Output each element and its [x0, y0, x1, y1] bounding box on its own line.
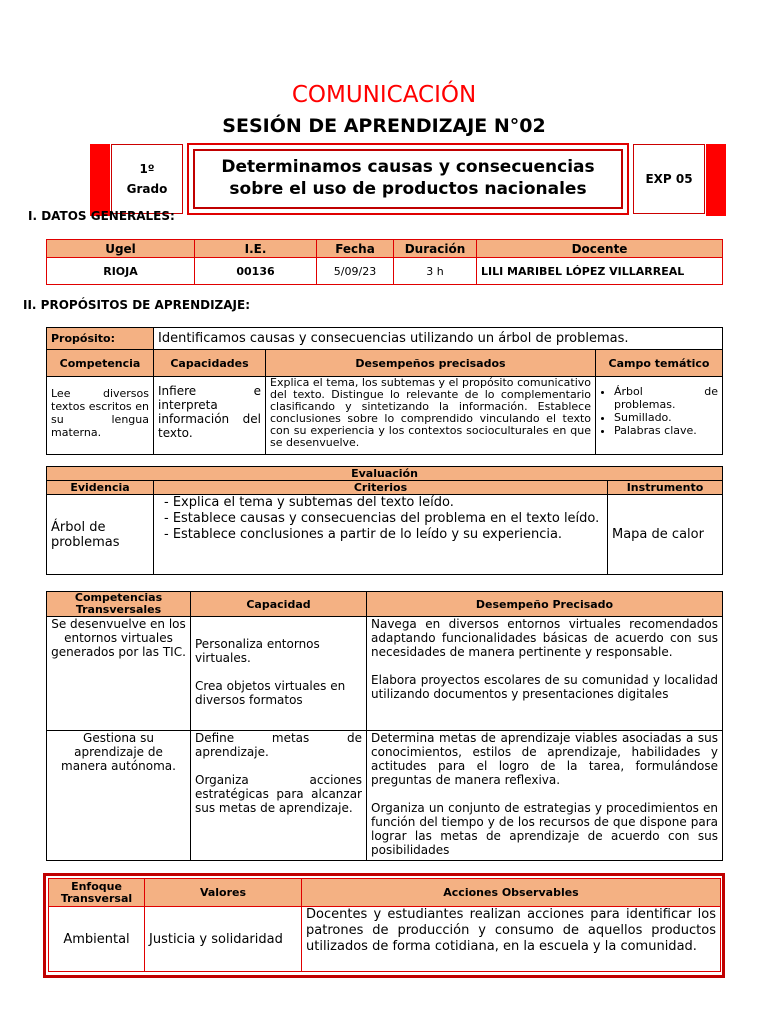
datos-header: Ugel — [47, 240, 195, 258]
grade-label: Grado — [126, 182, 168, 196]
desempenos-text: Explica el tema, los subtemas y el propósito comunicativo del texto. Distingue lo relevante de lo complementario clasificando y sintetizando la información. Establece conclusiones sobre lo comprendido vinculando el texto con su experiencia y los contextos socioculturales en que se desenvuelve. — [266, 377, 596, 455]
enfoque-header: Acciones Observables — [302, 879, 721, 907]
right-red-bar — [706, 144, 726, 216]
capacidad-item: Define metas de aprendizaje. — [195, 731, 362, 759]
campo-item: • Palabras clave. — [614, 424, 718, 437]
enfoque-acciones: Docentes y estudiantes realizan acciones para identificar los patrones de producción y consumo de aquellos productos utilizados de forma cotidiana, en la escuela y la comunidad. — [302, 907, 721, 972]
proposito-label: Propósito: — [47, 328, 154, 350]
campo-tematico — [596, 377, 723, 455]
proposito-header: Capacidades — [154, 350, 266, 377]
criterio-item: - Establece causas y consecuencias del problema en el texto leído. — [164, 511, 600, 526]
transversal-header: Competencias Transversales — [47, 592, 191, 617]
evaluacion-title: Evaluación — [47, 467, 723, 481]
exp-label: EXP 05 — [645, 172, 693, 186]
criterios-cell — [154, 495, 608, 575]
transversal-competencia: Se desenvuelve en los entornos virtuales generados por las TIC. — [47, 617, 191, 731]
evaluacion-header: Evidencia — [47, 481, 154, 495]
campo-item: • Árbol de problemas. — [614, 385, 718, 411]
criterio-item: - Explica el tema y subtemas del texto leído. — [164, 495, 454, 510]
competencia-text: Lee diversos textos escritos en su lengua materna. — [47, 377, 154, 455]
campo-list — [600, 385, 718, 437]
transversal-header: Desempeño Precisado — [367, 592, 723, 617]
session-topic — [193, 149, 623, 209]
capacidades-text: Infiere e interpreta información del texto. — [154, 377, 266, 455]
proposito-table — [46, 327, 723, 455]
transversal-header: Capacidad — [191, 592, 367, 617]
datos-fecha: 5/09/23 — [317, 258, 394, 285]
exp-box — [633, 144, 705, 214]
evaluacion-table — [46, 466, 723, 575]
datos-docente: LILI MARIBEL LÓPEZ VILLARREAL — [477, 258, 723, 285]
transversal-competencia: Gestiona su aprendizaje de manera autónoma. — [47, 731, 191, 861]
grade-number: 1º — [139, 162, 155, 176]
datos-header: I.E. — [195, 240, 317, 258]
evidencia-text: Árbol de problemas — [47, 495, 154, 575]
capacidad-item: Personaliza entornos virtuales. — [195, 637, 320, 665]
section-propositos: II. PROPÓSITOS DE APRENDIZAJE: — [23, 298, 250, 312]
transversales-table — [46, 591, 723, 861]
enfoque-table — [48, 878, 721, 972]
transversal-capacidades — [191, 731, 367, 861]
criterio-item: - Establece conclusiones a partir de lo leído y su experiencia. — [164, 527, 563, 542]
campo-item: • Sumillado. — [614, 411, 718, 424]
evaluacion-header: Instrumento — [608, 481, 723, 495]
evaluacion-header: Criterios — [154, 481, 608, 495]
capacidad-item: Organiza acciones estratégicas para alcanzar sus metas de aprendizaje. — [195, 773, 362, 815]
desempeno-item: Determina metas de aprendizaje viables asociadas a sus conocimientos, estilos de aprendizaje, habilidades y actitudes para el logro de la tarea, formulándose preguntas de manera reflexiva. — [371, 731, 718, 787]
instrumento-text: Mapa de calor — [608, 495, 723, 575]
datos-ie: 00136 — [195, 258, 317, 285]
transversal-desempenos — [367, 731, 723, 861]
datos-header: Docente — [477, 240, 723, 258]
topic-line-1: Determinamos causas y consecuencias — [221, 157, 595, 177]
datos-duracion: 3 h — [394, 258, 477, 285]
enfoque-header: Enfoque Transversal — [49, 879, 145, 907]
capacidad-item: Crea objetos virtuales en diversos formatos — [195, 679, 346, 707]
criterios-list — [158, 495, 603, 543]
datos-header: Fecha — [317, 240, 394, 258]
session-title: SESIÓN DE APRENDIZAJE N°02 — [222, 115, 546, 137]
desempeno-item: Navega en diversos entornos virtuales recomendados adaptando funcionalidades básicas de acuerdo con sus necesidades de manera pertinente y responsable. — [371, 617, 718, 659]
desempeno-item: Elabora proyectos escolares de su comunidad y localidad utilizando documentos y presentaciones digitales — [371, 673, 718, 701]
proposito-header: Campo temático — [596, 350, 723, 377]
enfoque-header: Valores — [145, 879, 302, 907]
proposito-header: Competencia — [47, 350, 154, 377]
datos-header: Duración — [394, 240, 477, 258]
enfoque-valores: Justicia y solidaridad — [145, 907, 302, 972]
desempeno-item: Organiza un conjunto de estrategias y procedimientos en función del tiempo y de los recursos de que dispone para lograr las metas de aprendizaje de acuerdo con sus posibilidades — [371, 801, 718, 857]
datos-table — [46, 239, 723, 285]
proposito-header: Desempeños precisados — [266, 350, 596, 377]
transversal-capacidades — [191, 617, 367, 731]
grade-box — [111, 144, 183, 214]
left-red-bar — [90, 144, 110, 216]
datos-ugel: RIOJA — [47, 258, 195, 285]
topic-line-2: sobre el uso de productos nacionales — [229, 179, 587, 199]
subject-title: COMUNICACIÓN — [291, 82, 477, 108]
enfoque-name: Ambiental — [49, 907, 145, 972]
transversal-desempenos — [367, 617, 723, 731]
section-datos-generales: I. DATOS GENERALES: — [28, 209, 175, 223]
proposito-text: Identificamos causas y consecuencias utilizando un árbol de problemas. — [154, 328, 723, 350]
